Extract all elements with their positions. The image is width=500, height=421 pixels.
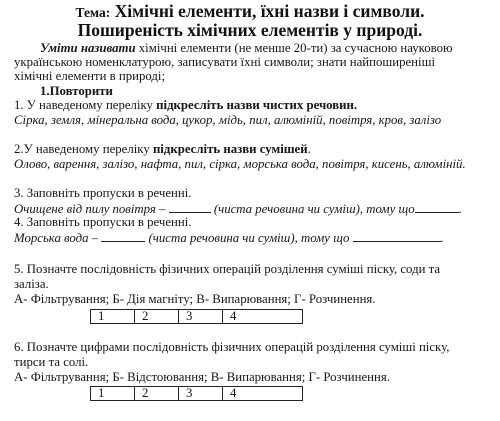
task-4-sentence-start: Морська вода – [14, 231, 102, 245]
task-5-options: А- Фільтрування; Б- Дія магніту; В- Випарювання; Г- Розчинення. [14, 292, 376, 306]
task-3-prompt: 3. Заповніть пропуски в реченні. [14, 186, 192, 200]
task-4-prompt: 4. Заповніть пропуски в реченні. [14, 215, 192, 229]
task-5-cell-4[interactable]: 4 [223, 310, 303, 324]
task-1-list: Сірка, земля, мінеральна вода, цукор, мідь, пил, алюміній, повітря, кров, залізо [14, 113, 442, 127]
skills-line-2: українською номенклатурою, записувати їхні символи; знати найпоширеніші [14, 55, 435, 69]
task-5-cell-2[interactable]: 2 [135, 310, 179, 324]
task-6-cell-3[interactable]: 3 [179, 387, 223, 401]
task-2-prompt-end: . [307, 142, 311, 156]
task-1-prompt [14, 98, 357, 112]
task-3-sentence-start: Очищене від пилу повітря – [14, 202, 169, 216]
task-5-answer-table [90, 309, 303, 324]
task-1-prompt-emphasis: підкресліть назви чистих речовин. [156, 98, 358, 112]
task-5-cell-1[interactable]: 1 [91, 310, 135, 324]
task-2-prompt-text: 2.У наведеному переліку [14, 142, 153, 156]
task-4-sentence [14, 230, 444, 245]
task-2-prompt-emphasis: підкресліть назви сумішей [152, 142, 308, 156]
topic-title: Хімічні елементи, їхні назви і символи. [114, 1, 425, 21]
task-1-prompt-text: 1. У наведеному переліку [14, 98, 157, 112]
task-3-sentence [14, 201, 462, 216]
task-6-prompt-line-2: тирси та солі. [14, 355, 89, 369]
task-2-prompt [14, 142, 311, 156]
task-4-blank-2[interactable] [353, 230, 441, 242]
task-5-prompt-line-1: 5. Позначте послідовність фізичних операцій розділення суміші піску, соди та [14, 262, 441, 276]
page-subtitle: Поширеність хімічних елементів у природі. [77, 20, 423, 40]
task-4-blank-1[interactable] [101, 230, 145, 242]
task-6-answer-table [90, 386, 303, 401]
task-2-list: Олово, варення, залізо, нафта, пил, сірка, морська вода, повітря, кисень, алюміній. [14, 157, 466, 171]
section-heading: 1.Повторити [40, 84, 113, 98]
task-3-sentence-end: . [458, 202, 462, 216]
task-5-prompt-line-2: заліза. [14, 277, 49, 291]
task-6-cell-2[interactable]: 2 [135, 387, 179, 401]
task-5-cell-3[interactable]: 3 [179, 310, 223, 324]
task-6-cell-1[interactable]: 1 [91, 387, 135, 401]
task-3-blank-2[interactable] [415, 201, 459, 213]
task-4-sentence-middle: (чиста речовина чи суміш), тому що [145, 231, 353, 245]
task-4-sentence-end: . [440, 231, 444, 245]
skills-line-3: хімічні елементи в природі; [14, 69, 166, 83]
task-3-blank-1[interactable] [169, 201, 211, 213]
skills-line-1-text: хімічні елементи (не менше 20-ти) за сучасною науковою [135, 41, 453, 55]
task-6-cell-4[interactable]: 4 [223, 387, 303, 401]
skills-emphasis: Уміти називати [40, 41, 136, 55]
skills-line-1 [40, 41, 453, 55]
task-6-prompt-line-1: 6. Позначте цифрами послідовність фізичних операцій розділення суміші піску, [14, 340, 450, 354]
topic-label: Тема: [75, 5, 111, 20]
task-3-sentence-middle: (чиста речовина чи суміш), тому що [210, 202, 415, 216]
task-6-options: А- Фільтрування; Б- Відстоювання; В- Випарювання; Г- Розчинення. [14, 370, 390, 384]
